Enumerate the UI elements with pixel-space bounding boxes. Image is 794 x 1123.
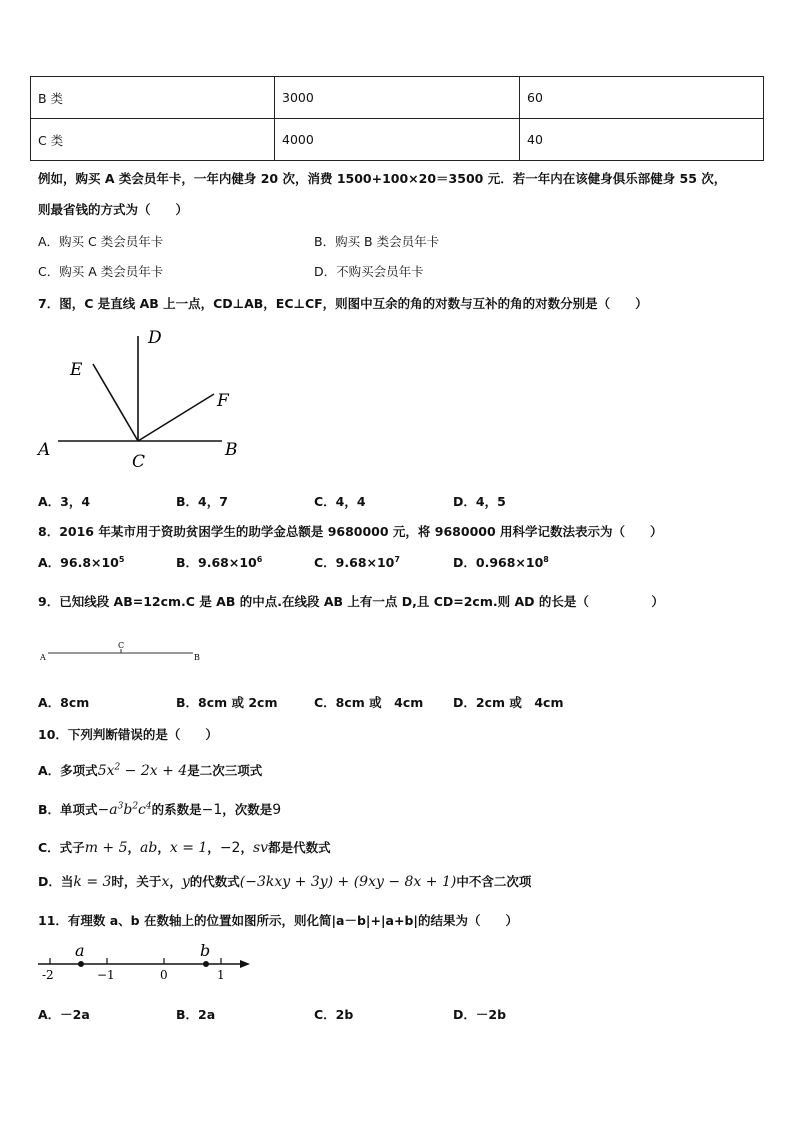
exponent: 5 — [118, 554, 125, 564]
exponent: 7 — [394, 554, 400, 564]
point-a — [78, 961, 84, 967]
q10-option-d[interactable]: D．当k = 3时，关于x，y的代数式(−3kxy + 3y) + (9xy − 8x + 1)中不含二次项 — [38, 874, 532, 890]
tick-label: −1 — [97, 968, 115, 982]
expression: sv — [252, 840, 269, 856]
q6-text-line2: 则最省钱的方式为（ ） — [38, 202, 189, 217]
q9-option-c[interactable]: C．8cm 或 4cm — [314, 695, 424, 710]
q6-option-b[interactable]: B．购买 B 类会员年卡 — [314, 234, 440, 249]
q9-segment-figure — [38, 638, 208, 664]
option-text: B．9.68×10 — [176, 555, 257, 570]
option-text: C．式子 — [38, 840, 85, 855]
option-text: A．96.8×10 — [38, 555, 119, 570]
variable: x — [161, 874, 170, 890]
q9-option-a[interactable]: A．8cm — [38, 695, 90, 710]
label-b: b — [200, 941, 211, 960]
variable: y — [181, 874, 190, 890]
table-cell: B 类 — [31, 77, 275, 119]
label-a: A — [38, 440, 51, 460]
label-e: E — [70, 360, 83, 380]
q7-stem: 7．图，C 是直线 AB 上一点，CD⊥AB，EC⊥CF，则图中互余的角的对数与互补的角的对数分别是（ ） — [38, 296, 648, 311]
exponent: 6 — [256, 554, 263, 564]
expression: m + 5 — [84, 840, 128, 856]
coefficient-value: −1 — [201, 802, 223, 818]
q10-option-b[interactable] — [38, 800, 281, 818]
q6-text-line1: 例如，购买 A 类会员年卡，一年内健身 20 次，消费 1500+100×20＝3500 元．若一年内在该健身俱乐部健身 55 次， — [38, 171, 727, 186]
q7-option-c[interactable]: C．4，4 — [314, 494, 366, 509]
option-text: 中不含二次项 — [456, 874, 532, 889]
expression: −2 — [219, 840, 241, 856]
q11-option-d[interactable]: D．－2b — [453, 1007, 507, 1022]
label-c: C — [132, 452, 146, 472]
q7-option-d[interactable]: D．4，5 — [453, 494, 506, 509]
option-text: 都是代数式 — [268, 840, 331, 855]
table-cell: 3000 — [275, 77, 520, 119]
table-cell: C 类 — [31, 119, 275, 161]
seg-label-c: C — [118, 641, 125, 650]
point-b — [203, 961, 209, 967]
q11-option-c[interactable]: C．2b — [314, 1007, 354, 1022]
table-cell: 60 — [520, 77, 764, 119]
fee-table — [30, 76, 764, 161]
expression: k = 3 — [73, 874, 112, 890]
label-f: F — [217, 391, 229, 411]
seg-label-a: A — [40, 653, 46, 662]
q8-option-a[interactable] — [38, 553, 124, 571]
q11-stem: 11．有理数 a、b 在数轴上的位置如图所示，则化简|a－b|+|a+b|的结果为（ ） — [38, 913, 518, 928]
table-row — [31, 119, 764, 161]
table-cell: 4000 — [275, 119, 520, 161]
q8-stem: 8．2016 年某市用于资助贫困学生的助学金总额是 9680000 元，将 9680000 用科学记数法表示为（ ） — [38, 524, 663, 539]
label-b: B — [225, 440, 238, 460]
q6-option-c[interactable]: C．购买 A 类会员年卡 — [38, 264, 164, 279]
option-text: 是二次三项式 — [187, 763, 263, 778]
q10-option-c[interactable]: C．式子m + 5，ab，x = 1，−2，sv都是代数式 — [38, 840, 331, 856]
q7-angle-figure — [30, 322, 260, 477]
expression: x = 1 — [169, 840, 208, 856]
polynomial-expression: $5x^2 - 2x + 4$ — [97, 762, 188, 779]
q8-option-d[interactable] — [453, 553, 549, 571]
option-text: C．9.68×10 — [314, 555, 395, 570]
monomial-expression: $-a^3b^2c^4$ — [97, 801, 152, 818]
q6-option-d[interactable]: D．不购买会员年卡 — [314, 264, 424, 279]
label-d: D — [148, 328, 162, 348]
tick-label: 1 — [217, 968, 225, 982]
q9-option-b[interactable]: B．8cm 或 2cm — [176, 695, 278, 710]
label-a: a — [75, 941, 85, 960]
option-text: A．多项式 — [38, 763, 98, 778]
q8-option-c[interactable] — [314, 553, 400, 571]
q9-stem: 9．已知线段 AB=12cm.C 是 AB 的中点.在线段 AB 上有一点 D,且 CD=2cm.则 AD 的长是（ ） — [38, 594, 664, 609]
seg-label-b: B — [194, 653, 200, 662]
option-text: ，次数是 — [222, 802, 273, 817]
option-text: 的系数是 — [151, 802, 202, 817]
expression: ab — [140, 840, 158, 856]
q10-option-a[interactable] — [38, 761, 262, 779]
tick-label: 0 — [160, 968, 168, 982]
q11-option-b[interactable]: B．2a — [176, 1007, 216, 1022]
q6-option-a[interactable]: A．购买 C 类会员年卡 — [38, 234, 164, 249]
q7-option-b[interactable]: B．4，7 — [176, 494, 228, 509]
option-text: 的代数式 — [189, 874, 240, 889]
tick-label: -2 — [42, 968, 54, 982]
q8-option-b[interactable] — [176, 553, 262, 571]
option-text: D．当 — [38, 874, 74, 889]
option-text: 时，关于 — [111, 874, 162, 889]
exponent: 8 — [543, 554, 549, 564]
q7-option-a[interactable]: A．3，4 — [38, 494, 91, 509]
option-text: D．0.968×10 — [453, 555, 544, 570]
q11-number-line — [34, 940, 259, 982]
table-row — [31, 77, 764, 119]
q9-option-d[interactable]: D．2cm 或 4cm — [453, 695, 564, 710]
degree-value: 9 — [272, 802, 282, 818]
q10-stem: 10．下列判断错误的是（ ） — [38, 727, 218, 742]
option-text: B．单项式 — [38, 802, 98, 817]
table-cell: 40 — [520, 119, 764, 161]
q11-option-a[interactable]: A．－2a — [38, 1007, 90, 1022]
algebraic-expression: (−3kxy + 3y) + (9xy − 8x + 1) — [239, 874, 457, 890]
